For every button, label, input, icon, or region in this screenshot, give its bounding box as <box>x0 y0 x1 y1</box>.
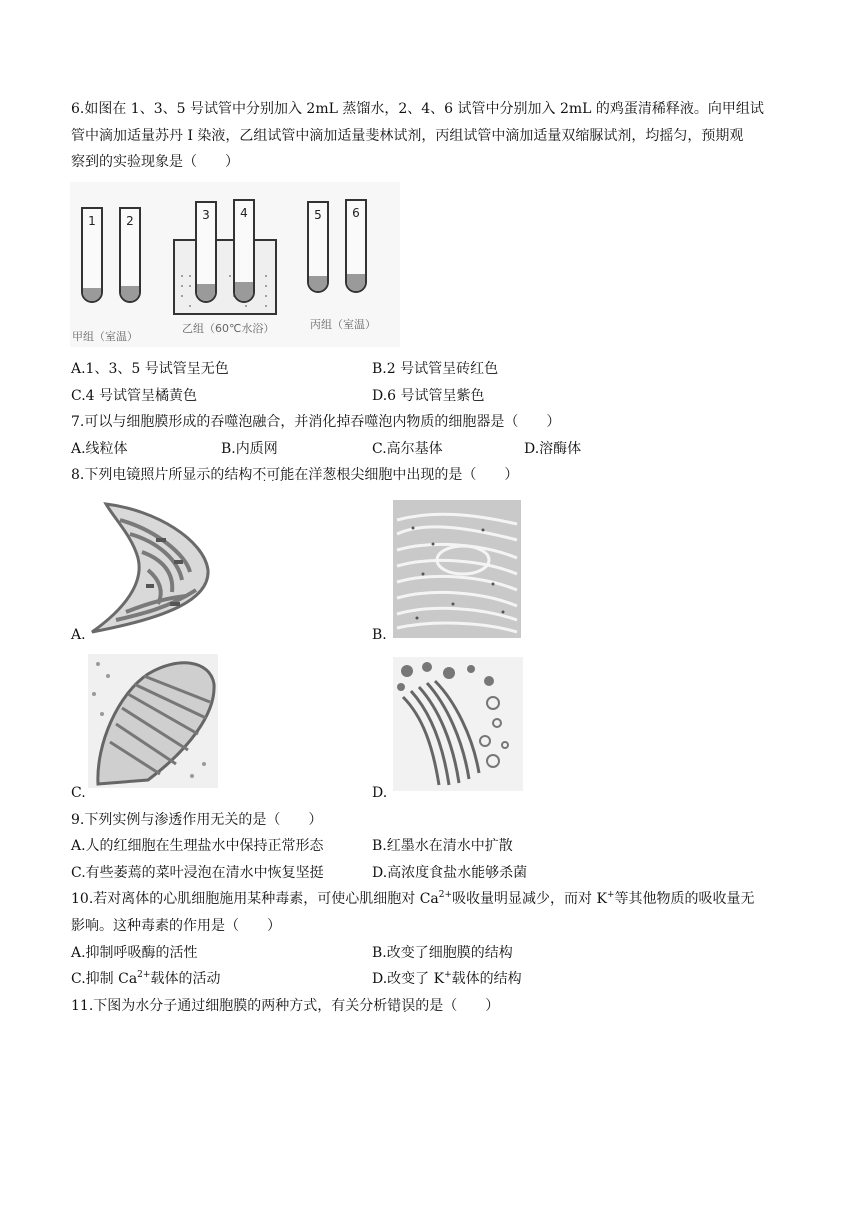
group-label-yi: 乙组（60℃水浴） <box>182 322 275 335</box>
q9-option-d: D.高浓度食盐水能够杀菌 <box>372 865 528 881</box>
q10-option-d-part-a: D.改变了 K <box>372 971 445 987</box>
micrograph-a <box>86 500 216 634</box>
q8-stem <box>71 465 518 485</box>
q6-option-d: D.6 号试管呈紫色 <box>372 388 485 404</box>
q10-stem-part-b: 吸收量明显减少，而对 K <box>452 891 607 907</box>
q10-stem-line-2: 影响。这种毒素的作用是（ ） <box>71 918 281 934</box>
q7-option-d: D.溶酶体 <box>524 441 582 457</box>
q7-option-c: C.高尔基体 <box>372 441 443 457</box>
group-label-bing: 丙组（室温） <box>310 318 376 331</box>
micrograph-b <box>393 500 521 638</box>
q8-stem-after: 在洋葱根尖细胞中出现的是（ ） <box>294 467 519 483</box>
q8-option-a-label: A. <box>71 627 86 643</box>
q10-option-d-part-b: 载体的结构 <box>451 971 522 987</box>
q6-stem-line-2: 管中滴加适量苏丹 I 染液，乙组试管中滴加适量斐林试剂，丙组试管中滴加适量双缩脲试剂，均摇匀，预期观 <box>71 128 744 144</box>
q10-superscript-k: + <box>606 890 615 900</box>
q8-option-c-label: C. <box>71 785 86 801</box>
q10-option-d <box>372 969 522 989</box>
group-label-jia: 甲组（室温） <box>72 330 138 343</box>
tube-number-5: 5 <box>314 208 322 222</box>
q10-stem-line-1 <box>71 889 755 909</box>
q10-stem-part-a: 10.若对离体的心肌细胞施用某种毒素，可使心肌细胞对 Ca <box>71 891 439 907</box>
q6-option-a: A.1、3、5 号试管呈无色 <box>71 361 229 377</box>
q6-option-b: B.2 号试管呈砖红色 <box>372 361 499 377</box>
q10-option-c-superscript: 2+ <box>137 970 151 980</box>
q10-option-c <box>71 969 220 989</box>
tube-number-6: 6 <box>352 206 360 220</box>
tube-number-2: 2 <box>126 214 134 228</box>
q11-stem <box>71 996 499 1016</box>
q10-option-a: A.抑制呼吸酶的活性 <box>71 945 198 961</box>
q8-stem-emphasis: 不可能 · · · <box>252 467 294 483</box>
micrograph-c <box>88 654 218 788</box>
q11-stem-before: 11.下图为水分子通过细胞膜的两种方式，有关分析 <box>71 998 388 1014</box>
q10-superscript-ca: 2+ <box>438 890 453 900</box>
q11-stem-after: 的是（ ） <box>415 998 500 1014</box>
q6-stem-line-3: 察到的实验现象是（ ） <box>71 154 239 170</box>
q8-stem-before: 8.下列电镜照片所显示的结构 <box>71 467 253 483</box>
q9-option-b: B.红墨水在清水中扩散 <box>372 838 513 854</box>
tube-number-1: 1 <box>88 214 96 228</box>
tube-number-4: 4 <box>240 206 248 220</box>
q6-option-c: C.4 号试管呈橘黄色 <box>71 388 198 404</box>
q8-option-d-label: D. <box>372 785 388 801</box>
q10-stem-part-c: 等其他物质的吸收量无 <box>614 891 755 907</box>
q6-test-tube-figure <box>70 182 400 347</box>
q7-option-a: A.线粒体 <box>71 441 128 457</box>
q6-stem-line-1: 6.如图在 1、3、5 号试管中分别加入 2mL 蒸馏水，2、4、6 试管中分别加入 2mL 的鸡蛋清稀释液。向甲组试 <box>71 101 764 117</box>
q10-option-c-part-b: 载体的活动 <box>150 971 221 987</box>
q10-option-c-part-a: C.抑制 Ca <box>71 971 138 987</box>
q9-stem: 9.下列实例与渗透作用无关的是（ ） <box>71 812 323 828</box>
q10-option-b: B.改变了细胞膜的结构 <box>372 945 513 961</box>
q9-option-c: C.有些萎蔫的菜叶浸泡在清水中恢复坚挺 <box>71 865 324 881</box>
q9-option-a: A.人的红细胞在生理盐水中保持正常形态 <box>71 838 324 854</box>
tube-number-3: 3 <box>202 208 210 222</box>
micrograph-d <box>393 657 523 791</box>
q11-stem-emphasis: 错误 · · <box>387 998 415 1014</box>
q7-stem: 7.可以与细胞膜形成的吞噬泡融合，并消化掉吞噬泡内物质的细胞器是（ ） <box>71 414 561 430</box>
q8-option-b-label: B. <box>372 627 387 643</box>
q7-option-b: B.内质网 <box>221 441 278 457</box>
q10-option-d-superscript: + <box>444 970 452 980</box>
